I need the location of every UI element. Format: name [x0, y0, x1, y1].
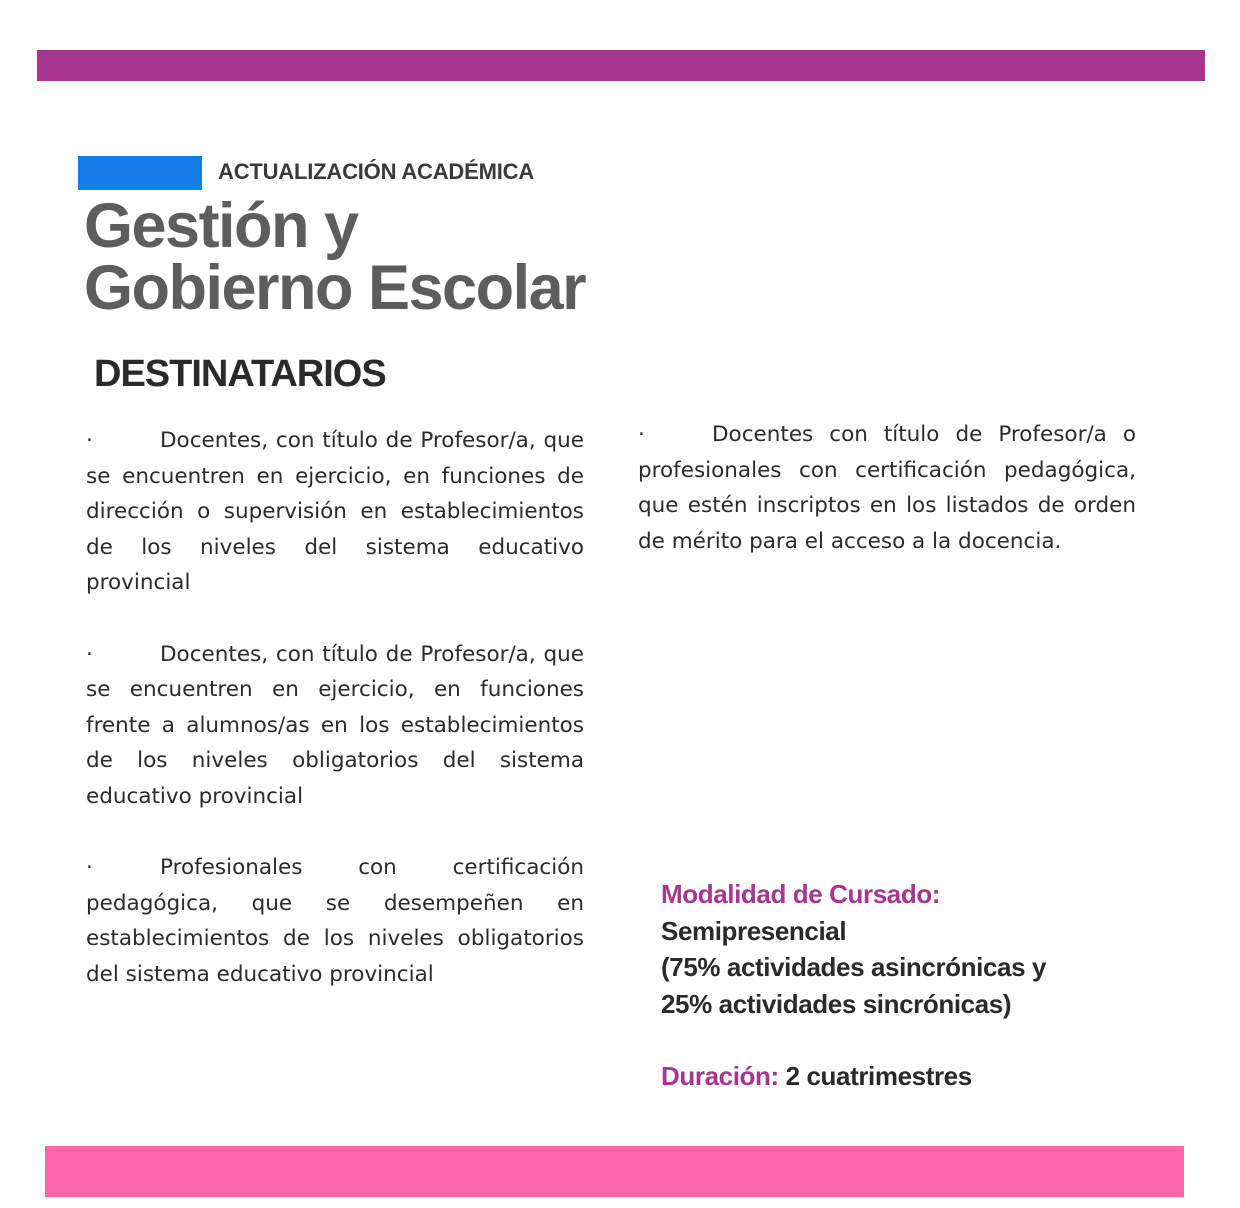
top-color-bar [37, 50, 1205, 81]
recipients-right-column [638, 417, 1136, 595]
recipients-left-column [86, 423, 584, 1028]
bullet-mark: · [86, 641, 93, 667]
duration-line [661, 1058, 1046, 1095]
modality-detail-line-2: 25% actividades sincrónicas) [661, 988, 1012, 1019]
page-title-line-1: Gestión y [84, 191, 358, 261]
duration-label: Duración: [661, 1061, 779, 1091]
page-title [84, 191, 586, 323]
bullet-mark: · [86, 428, 93, 453]
modality-label: Modalidad de Cursado: [661, 879, 941, 909]
page-title-line-2: Gobierno Escolar [84, 253, 586, 323]
modality-value: Semipresencial [661, 915, 847, 946]
category-color-block [78, 156, 202, 190]
course-info [661, 876, 1046, 1095]
recipient-item [86, 637, 584, 815]
recipient-text: Docentes, con título de Profesor/a, que se encuentren en ejercicio, en funciones de dirección o supervisión en establecimientos de los niveles del sistema educativo provincial [86, 428, 584, 595]
recipients-heading: DESTINATARIOS [94, 353, 386, 395]
modality-detail-line-1: (75% actividades asincrónicas y [661, 952, 1047, 982]
bullet-mark: · [86, 855, 93, 880]
bottom-color-bar [45, 1146, 1184, 1197]
info-spacer [661, 1022, 1046, 1058]
recipient-text: Docentes, con título de Profesor/a, que se encuentren en ejercicio, en funciones frente a alumnos/as en los establecimientos de los niveles obligatorios del sistema educativo provincial [86, 641, 584, 809]
recipient-text: Docentes con título de Profesor/a o profesionales con certificación pedagógica, que estén inscriptos en los listados de orden de mérito para el acceso a la docencia. [638, 422, 1136, 554]
duration-value: 2 cuatrimestres [785, 1061, 972, 1091]
bullet-mark: · [638, 422, 645, 447]
recipient-item [86, 423, 584, 601]
recipient-text: Profesionales con certificación pedagógica, que se desempeñen en establecimientos de los niveles obligatorios del sistema educativo provincial [86, 855, 584, 987]
category-label: ACTUALIZACIÓN ACADÉMICA [218, 159, 535, 184]
recipient-item [86, 850, 584, 992]
recipient-item [638, 417, 1136, 559]
